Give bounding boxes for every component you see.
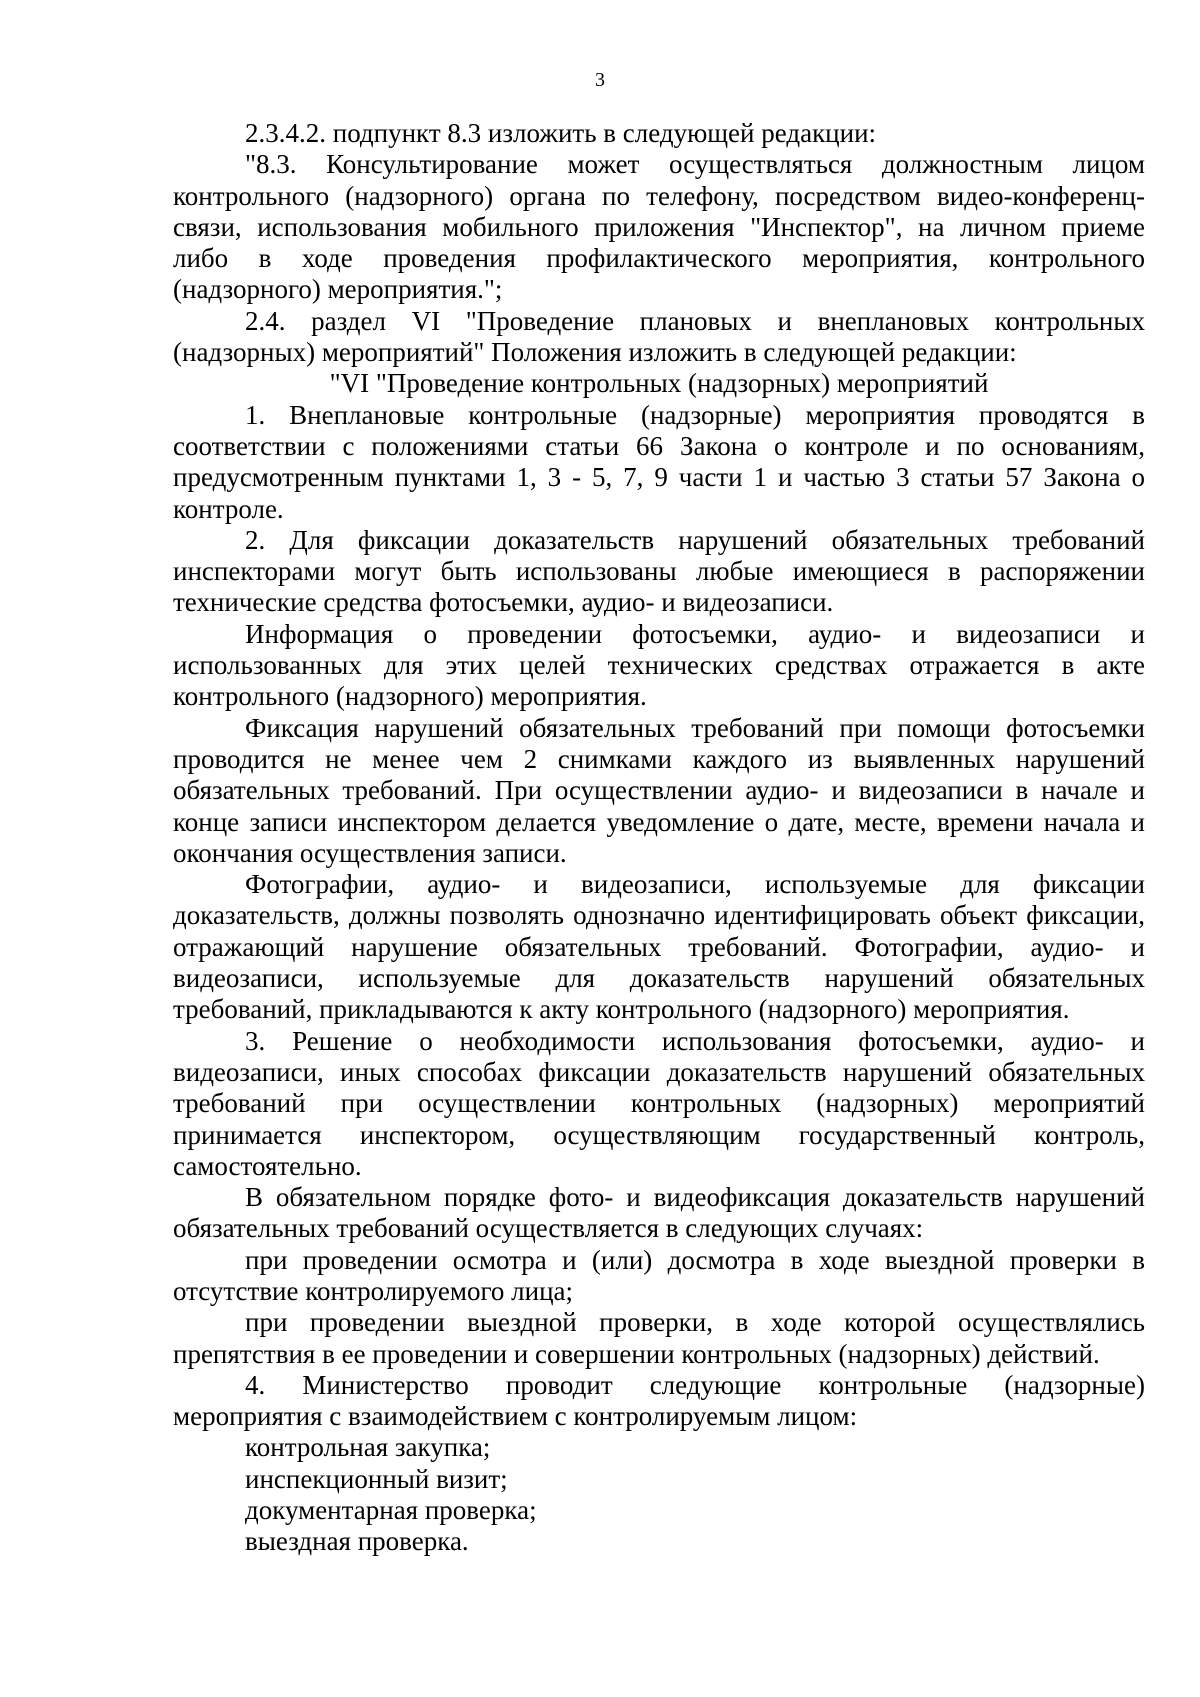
paragraph-point-1: 1. Внеплановые контрольные (надзорные) мероприятия проводятся в соответствии с положениями статьи 66 Закона о контроле и по основаниям, предусмотренным пунктами 1, 3 - 5, 7, 9 части 1 и частью 3 статьи 57 Закона о контроле. — [173, 399, 1145, 524]
list-item-inspection-visit: инспекционный визит; — [245, 1463, 508, 1494]
paragraph-photos-requirements: Фотографии, аудио- и видеозаписи, используемые для фиксации доказательств, должны позволять однозначно идентифицировать объект фиксации, отражающий нарушение обязательных требований. Фотографии, аудио- и видеозаписи, используемые для доказательств нарушений обязательных требований, прикладываются к акту контрольного (надзорного) мероприятия. — [173, 869, 1145, 1025]
document-body — [173, 118, 1145, 1558]
list-item-field-check: выездная проверка. — [245, 1526, 469, 1557]
paragraph-case-inspection: при проведении осмотра и (или) досмотра в ходе выездной проверки в отсутствие контролируемого лица; — [173, 1244, 1145, 1306]
paragraph-case-obstruction: при проведении выездной проверки, в ходе которой осуществлялись препятствия в ее проведении и совершении контрольных (надзорных) действий. — [173, 1307, 1145, 1369]
paragraph-photo-fixation: Фиксация нарушений обязательных требований при помощи фотосъемки проводится не менее чем 2 снимками каждого из выявленных нарушений обязательных требований. При осуществлении аудио- и видеозаписи в начале и конце записи инспектором делается уведомление о дате, месте, времени начала и окончания осуществления записи. — [173, 712, 1145, 868]
paragraph-point-2: 2. Для фиксации доказательств нарушений обязательных требований инспекторами могут быть использованы любые имеющиеся в распоряжении технические средства фотосъемки, аудио- и видеозаписи. — [173, 524, 1145, 618]
paragraph-item-8-3-text: "8.3. Консультирование может осуществляться должностным лицом контрольного (надзорного) органа по телефону, посредством видео-конференц-связи, использования мобильного приложения "Инспектор", на личном приеме либо в ходе проведения профилактического мероприятия, контрольного (надзорного) мероприятия."; — [173, 149, 1145, 305]
paragraph-subitem-2-3-4-2: 2.3.4.2. подпункт 8.3 изложить в следующей редакции: — [245, 118, 877, 148]
paragraph-item-2-4: 2.4. раздел VI "Проведение плановых и внеплановых контрольных (надзорных) мероприятий" Положения изложить в следующей редакции: — [173, 305, 1145, 368]
paragraph-mandatory-fixation: В обязательном порядке фото- и видеофиксация доказательств нарушений обязательных требований осуществляется в следующих случаях: — [173, 1182, 1145, 1244]
paragraph-recording-info: Информация о проведении фотосъемки, аудио- и видеозаписи и использованных для этих целей технических средствах отражается в акте контрольного (надзорного) мероприятия. — [173, 618, 1145, 712]
section-heading-vi: "VI "Проведение контрольных (надзорных) мероприятий — [329, 368, 989, 399]
page-number: 3 — [595, 69, 605, 91]
list-item-control-purchase: контрольная закупка; — [245, 1432, 491, 1463]
list-item-documentary-check: документарная проверка; — [245, 1495, 537, 1526]
paragraph-point-3: 3. Решение о необходимости использования фотосъемки, аудио- и видеозаписи, иных способах фиксации доказательств нарушений обязательных требований при осуществлении контрольных (надзорных) мероприятий принимается инспектором, осуществляющим государственный контроль, самостоятельно. — [173, 1025, 1145, 1181]
paragraph-point-4: 4. Министерство проводит следующие контрольные (надзорные) мероприятия с взаимодействием с контролируемым лицом: — [173, 1369, 1145, 1432]
